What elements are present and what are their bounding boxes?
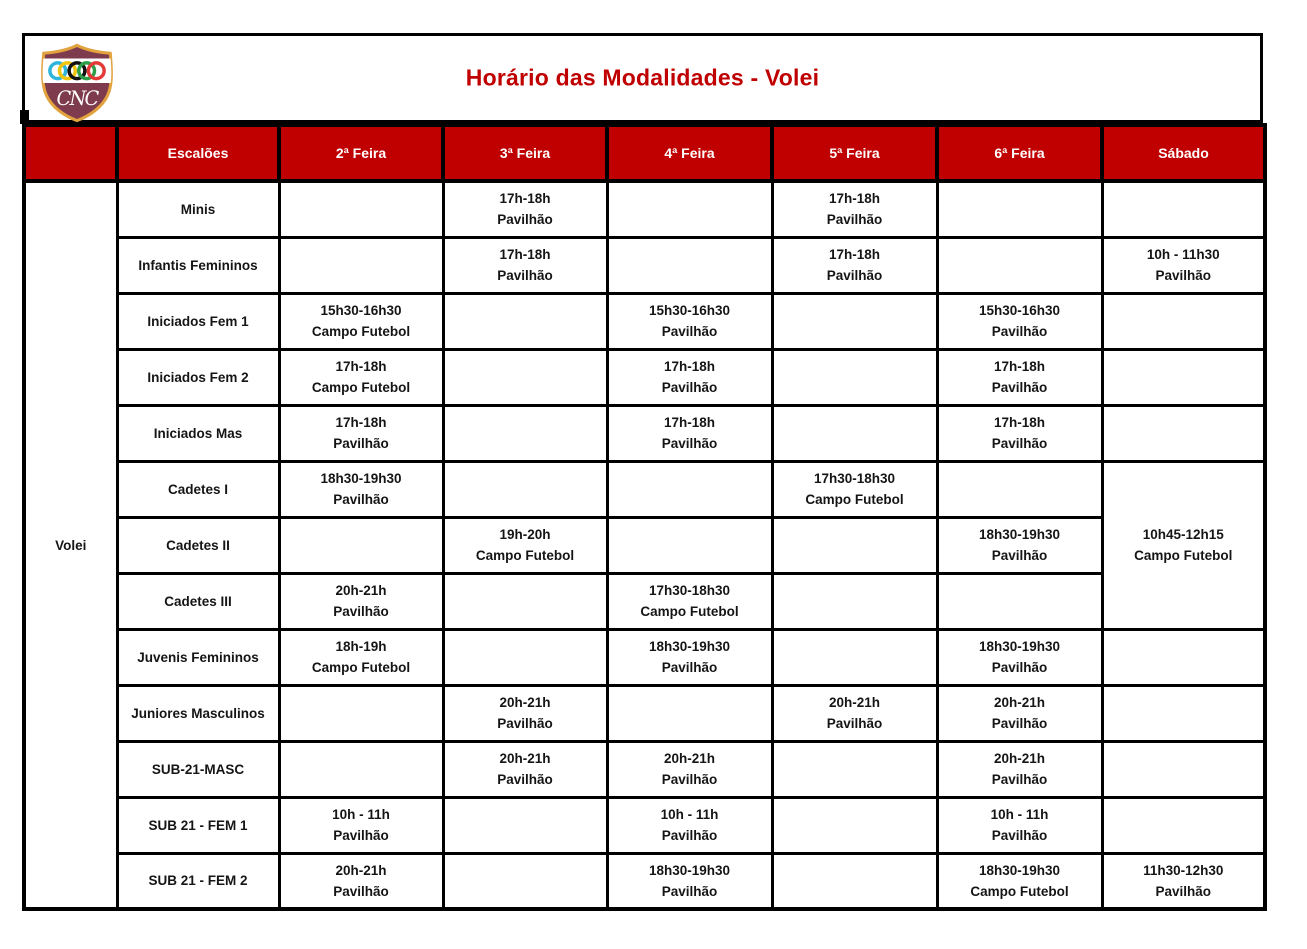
col-header-2: 3ª Feira	[443, 125, 607, 181]
slot-cell	[279, 181, 443, 237]
slot-venue: Pavilhão	[333, 492, 389, 507]
schedule-row-12	[24, 853, 1265, 909]
slot-time: 20h-21h	[828, 695, 881, 710]
slot-time: 20h-21h	[499, 695, 551, 710]
slot-cell	[1102, 181, 1265, 237]
slot-venue: Pavilhão	[661, 660, 718, 675]
schedule-row-2	[24, 293, 1265, 349]
slot-cell	[607, 629, 772, 685]
slot-time: 18h30-19h30	[648, 862, 731, 878]
schedule-row-9	[24, 685, 1265, 741]
slot-cell	[443, 293, 607, 349]
slot-cell	[937, 461, 1102, 517]
slot-venue: Pavilhão	[497, 212, 553, 228]
slot-time: 10h - 11h	[990, 807, 1049, 822]
schedule-table	[22, 123, 1267, 911]
slot-time: 17h30-18h30	[648, 583, 731, 598]
slot-cell	[1102, 629, 1265, 685]
slot-venue: Pavilhão	[661, 883, 718, 899]
slot-cell	[1102, 405, 1265, 461]
slot-cell	[443, 629, 607, 685]
slot-cell	[279, 797, 443, 853]
col-header-1: 2ª Feira	[279, 125, 443, 181]
schedule-row-3	[24, 349, 1265, 405]
schedule-row-7	[24, 573, 1265, 629]
slot-cell	[607, 405, 772, 461]
page-title: Horário das Modalidades - Volei	[465, 64, 820, 91]
slot-cell	[772, 237, 937, 293]
slot-cell	[1102, 293, 1265, 349]
slot-venue: Pavilhão	[661, 380, 718, 395]
slot-cell	[607, 685, 772, 741]
slot-time: 18h30-19h30	[320, 471, 402, 486]
slot-venue: Pavilhão	[991, 660, 1048, 675]
escalao-cell: Minis	[117, 181, 279, 237]
slot-time: 20h-21h	[335, 583, 387, 598]
slot-cell	[607, 237, 772, 293]
schedule-row-5	[24, 461, 1265, 517]
slot-cell	[772, 181, 937, 237]
slot-time: 18h-19h	[335, 639, 387, 654]
slot-cell	[772, 741, 937, 797]
crest-monogram: CNC	[56, 86, 98, 110]
slot-cell	[607, 573, 772, 629]
slot-time: 17h-18h	[663, 415, 716, 430]
slot-cell	[937, 237, 1102, 293]
slot-time: 17h30-18h30	[813, 471, 896, 486]
slot-cell	[443, 405, 607, 461]
slot-venue: Pavilhão	[991, 324, 1048, 339]
slot-venue: Campo Futebol	[475, 548, 575, 563]
header-band	[22, 33, 1263, 123]
slot-venue: Pavilhão	[826, 716, 883, 731]
slot-cell	[772, 685, 937, 741]
slot-cell	[443, 573, 607, 629]
slot-time: 20h-21h	[993, 751, 1046, 766]
slot-time: 20h-21h	[993, 695, 1046, 710]
slot-time: 19h-20h	[499, 527, 551, 542]
slot-cell	[443, 797, 607, 853]
slot-time: 15h30-16h30	[648, 303, 731, 318]
slot-time: 17h-18h	[828, 191, 881, 207]
escalao-cell: Cadetes I	[117, 461, 279, 517]
slot-cell	[607, 741, 772, 797]
slot-venue: Pavilhão	[661, 772, 718, 787]
schedule-row-4	[24, 405, 1265, 461]
slot-time: 10h45-12h15	[1142, 527, 1224, 542]
slot-cell	[279, 685, 443, 741]
slot-cell	[1102, 853, 1265, 909]
slot-venue: Pavilhão	[991, 436, 1048, 451]
slot-venue: Pavilhão	[497, 772, 553, 787]
slot-cell	[937, 293, 1102, 349]
slot-time: 10h - 11h	[332, 807, 390, 822]
slot-time: 17h-18h	[335, 359, 387, 374]
slot-cell	[772, 349, 937, 405]
slot-cell	[937, 181, 1102, 237]
slot-venue: Campo Futebol	[640, 604, 739, 619]
slot-cell	[772, 293, 937, 349]
slot-venue: Pavilhão	[991, 548, 1048, 563]
slot-cell	[1102, 349, 1265, 405]
slot-venue: Campo Futebol	[311, 324, 411, 339]
slot-venue: Pavilhão	[826, 268, 883, 283]
slot-venue: Pavilhão	[991, 716, 1048, 731]
slot-cell	[443, 685, 607, 741]
slot-venue: Campo Futebol	[805, 492, 904, 507]
col-header-5: 6ª Feira	[937, 125, 1102, 181]
slot-cell	[279, 349, 443, 405]
slot-cell	[772, 853, 937, 909]
escalao-cell: Iniciados Mas	[117, 405, 279, 461]
slot-cell	[443, 181, 607, 237]
slot-time: 18h30-19h30	[648, 639, 731, 654]
slot-venue: Pavilhão	[333, 883, 389, 899]
slot-venue: Pavilhão	[333, 604, 389, 619]
schedule-head-row	[24, 125, 1265, 181]
slot-cell	[607, 517, 772, 573]
slot-cell	[1102, 741, 1265, 797]
slot-venue: Pavilhão	[661, 828, 718, 843]
escalao-cell: Juniores Masculinos	[117, 685, 279, 741]
slot-cell	[937, 405, 1102, 461]
slot-cell	[279, 461, 443, 517]
slot-cell	[279, 237, 443, 293]
slot-venue: Campo Futebol	[311, 660, 411, 675]
schedule-row-6	[24, 517, 1265, 573]
slot-time: 17h-18h	[335, 415, 387, 430]
slot-cell	[772, 629, 937, 685]
slot-venue: Pavilhão	[1155, 883, 1212, 899]
schedule-row-10	[24, 741, 1265, 797]
slot-cell	[937, 853, 1102, 909]
slot-time: 15h30-16h30	[978, 303, 1061, 318]
slot-cell	[607, 797, 772, 853]
slot-cell	[279, 629, 443, 685]
border-notch	[20, 110, 29, 124]
slot-venue: Pavilhão	[826, 212, 883, 228]
schedule-row-8	[24, 629, 1265, 685]
slot-venue: Pavilhão	[661, 436, 718, 451]
corner-cell	[24, 125, 117, 181]
escalao-cell: Infantis Femininos	[117, 237, 279, 293]
escalao-cell: SUB-21-MASC	[117, 741, 279, 797]
slot-venue: Campo Futebol	[1134, 548, 1233, 563]
slot-time: 17h-18h	[993, 415, 1046, 430]
schedule-row-0	[24, 181, 1265, 237]
slot-cell	[443, 741, 607, 797]
slot-cell	[607, 853, 772, 909]
col-header-0: Escalões	[117, 125, 279, 181]
slot-cell	[443, 237, 607, 293]
slot-cell	[772, 517, 937, 573]
escalao-cell: SUB 21 - FEM 2	[117, 853, 279, 909]
col-header-6: Sábado	[1102, 125, 1265, 181]
slot-venue: Pavilhão	[1155, 268, 1212, 283]
slot-time: 17h-18h	[663, 359, 716, 374]
slot-venue: Pavilhão	[333, 436, 389, 451]
slot-time: 17h-18h	[828, 247, 881, 262]
slot-venue: Pavilhão	[991, 772, 1048, 787]
escalao-cell: Iniciados Fem 1	[117, 293, 279, 349]
col-header-4: 5ª Feira	[772, 125, 937, 181]
slot-cell	[1102, 237, 1265, 293]
slot-cell	[772, 461, 937, 517]
slot-cell	[443, 461, 607, 517]
slot-venue: Pavilhão	[497, 268, 553, 283]
slot-cell	[279, 853, 443, 909]
slot-time: 10h - 11h	[660, 807, 719, 822]
slot-cell	[937, 741, 1102, 797]
slot-cell	[443, 517, 607, 573]
slot-cell	[937, 797, 1102, 853]
slot-time: 17h-18h	[499, 247, 551, 262]
slot-cell	[607, 293, 772, 349]
slot-time: 17h-18h	[499, 191, 551, 207]
slot-venue: Pavilhão	[991, 828, 1048, 843]
slot-cell	[1102, 461, 1265, 629]
slot-cell	[607, 181, 772, 237]
escalao-cell: Cadetes II	[117, 517, 279, 573]
slot-cell	[772, 405, 937, 461]
slot-cell	[607, 349, 772, 405]
slot-cell	[279, 741, 443, 797]
slot-cell	[443, 853, 607, 909]
slot-time: 18h30-19h30	[978, 527, 1061, 542]
slot-time: 20h-21h	[335, 862, 387, 878]
slot-time: 11h30-12h30	[1143, 862, 1224, 878]
escalao-cell: Cadetes III	[117, 573, 279, 629]
slot-cell	[1102, 685, 1265, 741]
slot-time: 20h-21h	[499, 751, 551, 766]
slot-cell	[937, 629, 1102, 685]
slot-venue: Pavilhão	[991, 380, 1048, 395]
slot-cell	[937, 349, 1102, 405]
slot-cell	[937, 573, 1102, 629]
slot-cell	[279, 573, 443, 629]
slot-venue: Pavilhão	[333, 828, 389, 843]
slot-venue: Campo Futebol	[311, 380, 411, 395]
slot-cell	[279, 517, 443, 573]
slot-cell	[1102, 797, 1265, 853]
schedule-row-1	[24, 237, 1265, 293]
slot-time: 10h - 11h30	[1146, 247, 1220, 262]
escalao-cell: Juvenis Femininos	[117, 629, 279, 685]
col-header-3: 4ª Feira	[607, 125, 772, 181]
slot-venue: Campo Futebol	[970, 883, 1069, 899]
slot-venue: Pavilhão	[661, 324, 718, 339]
slot-cell	[772, 573, 937, 629]
slot-cell	[279, 405, 443, 461]
schedule-row-11	[24, 797, 1265, 853]
slot-cell	[607, 461, 772, 517]
escalao-cell: SUB 21 - FEM 1	[117, 797, 279, 853]
sport-label: Volei	[24, 181, 117, 909]
slot-time: 15h30-16h30	[320, 303, 402, 318]
escalao-cell: Iniciados Fem 2	[117, 349, 279, 405]
slot-cell	[937, 517, 1102, 573]
slot-cell	[443, 349, 607, 405]
slot-time: 18h30-19h30	[978, 639, 1061, 654]
slot-venue: Pavilhão	[497, 716, 553, 731]
slot-cell	[937, 685, 1102, 741]
slot-time: 17h-18h	[993, 359, 1046, 374]
slot-time: 18h30-19h30	[978, 862, 1061, 878]
slot-cell	[772, 797, 937, 853]
slot-cell	[279, 293, 443, 349]
slot-time: 20h-21h	[663, 751, 716, 766]
